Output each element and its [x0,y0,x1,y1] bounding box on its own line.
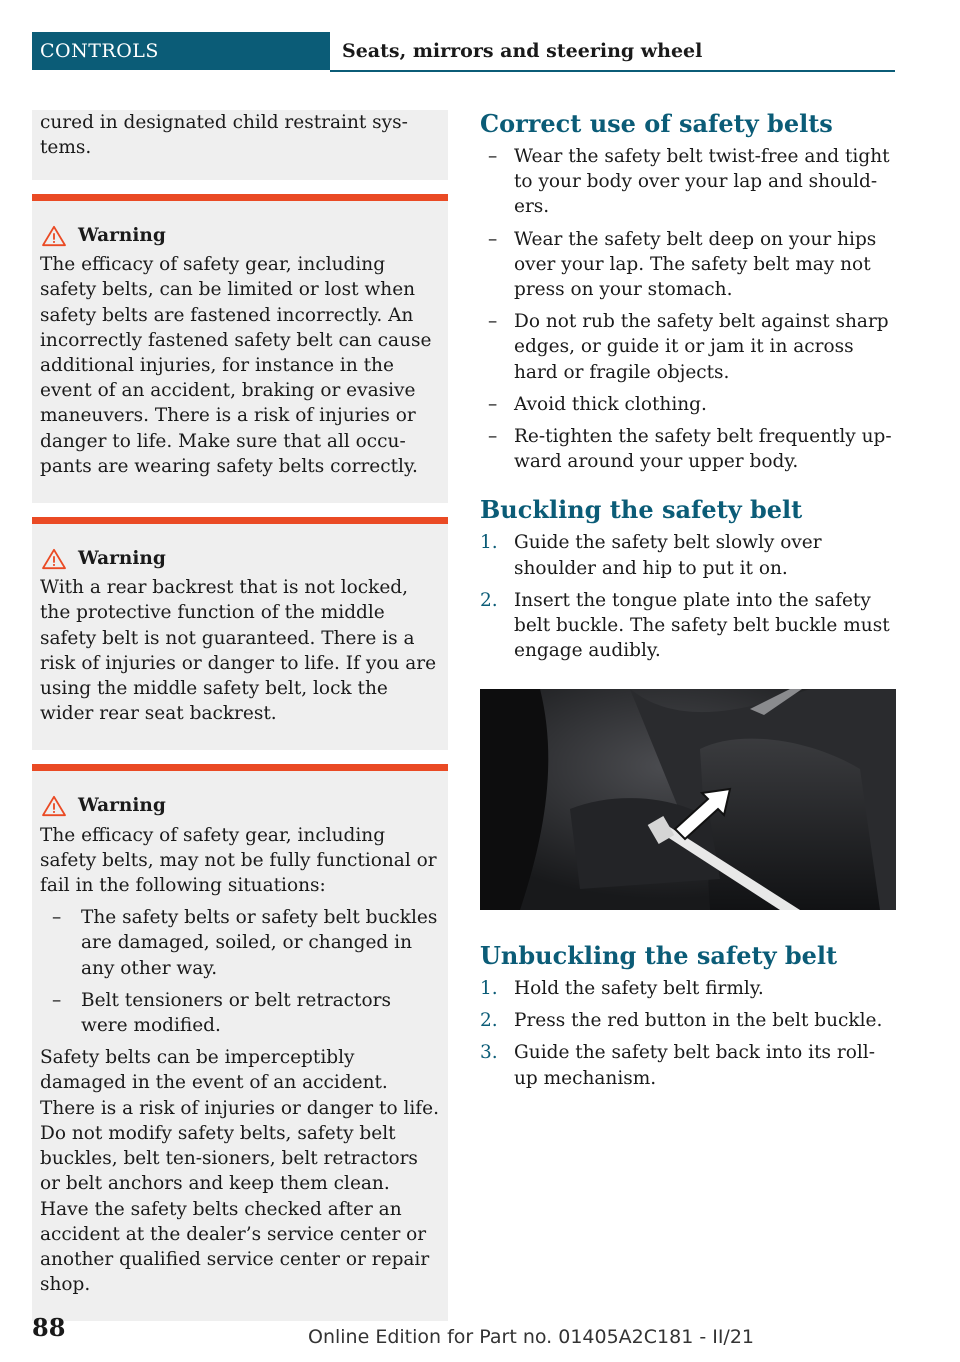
warning-title: Warning [78,548,166,570]
list-item: 2. Insert the tongue plate into the safety belt buckle. The safety belt buckle must engage audibly. [480,589,890,662]
warning-bar [32,517,448,524]
warning-box-2 [32,524,448,750]
section-heading: Unbuckling the safety belt [480,941,838,970]
list-item-text: Guide the safety belt back into its roll‐up mechanism. [514,1042,875,1089]
list-item-text: Guide the safety belt slowly over shoulder and hip to put it on. [514,532,822,579]
header-rule [330,70,895,72]
left-column [32,110,448,1321]
warning-box-1 [32,201,448,503]
list-item: – The safety belts or safety belt buckles are damaged, soiled, or changed in any other way. [52,907,438,979]
warning-triangle-icon [40,548,68,570]
warning-triangle-icon [40,225,68,247]
right-column-lower [480,940,896,1098]
intro-text: cured in designated child restraint sys‐tems. [40,112,408,159]
warning-bar [32,764,448,771]
list-item-text: Press the red button in the belt buckle. [514,1010,883,1032]
list-item: – Belt tensioners or belt retractors were modified. [52,989,391,1037]
warning-body: The efficacy of safety gear, including safety belts, may not be fully functional or fail in the following situations: [40,824,437,897]
list-item: 2. Press the red button in the belt buckle. [480,1010,883,1032]
intro-box [32,110,448,180]
warning-body: The efficacy of safety gear, including safety belts, can be limited or lost when safety belts are fastened incorrectly. An incorrectly fastened safety belt can cause additional injuries, for instance in the event of an accident, braking or evasive maneuvers. There is a risk of injuries or danger to life. Make sure that all occu‐pants are wearing safety belts correctly. [40,254,432,477]
buckling-steps [480,530,896,663]
list-item: 3. Guide the safety belt back into its roll‐up mechanism. [480,1042,875,1089]
warning-bar [32,194,448,201]
chapter-title: Seats, mirrors and steering wheel [342,40,703,62]
list-item: – Re-tighten the safety belt frequently up‐ward around your upper body. [488,426,892,473]
warning-list [40,905,440,1038]
section-heading: Correct use of safety belts [480,109,833,138]
list-item-text: Belt tensioners or belt retractors were modified. [81,989,391,1037]
section-label: CONTROLS [32,32,330,70]
list-item-text: Wear the safety belt deep on your hips over your lap. The safety belt may not press on your stomach. [514,228,877,301]
page-header [32,32,895,72]
list-item-text: The safety belts or safety belt buckles are damaged, soiled, or changed in any other way. [81,907,438,979]
warning-heading [40,223,440,248]
list-item-text: Wear the safety belt twist-free and tight to your body over your lap and should‐ers. [514,146,890,218]
warning-heading [40,793,440,818]
warning-triangle-icon [40,795,68,817]
list-item-text: Avoid thick clothing. [514,393,707,415]
page-number: 88 [32,1313,66,1342]
list-item: 1. Hold the safety belt firmly. [480,978,764,999]
warning-body: With a rear backrest that is not locked, the protective function of the middle safety belt is not guaranteed. There is a risk of injuries or danger to life. If you are using the middle safety belt, lock the wider rear seat backrest. [40,577,437,725]
seatbelt-buckle-photo [480,689,896,910]
warning-box-3 [32,771,448,1321]
list-item: – Do not rub the safety belt against sharp edges, or guide it or jam it in across hard or fragile objects. [488,311,889,383]
list-item-text: Hold the safety belt firmly. [514,978,764,999]
edition-footer: Online Edition for Part no. 01405A2C181 - II/21 [308,1326,755,1348]
list-item-text: Re-tighten the safety belt frequently up‐ward around your upper body. [514,426,892,473]
unbuckling-steps [480,976,896,1091]
list-item-text: Do not rub the safety belt against sharp edges, or guide it or jam it in across hard or fragile objects. [514,311,889,383]
warning-body-after: Safety belts can be imperceptibly damaged in the event of an accident. There is a risk of injuries or danger to life. Do not modify safety belts, safety belt buckles, belt ten‐sioners, belt retractors or belt anchors and keep them clean. Have the safety belts checked after an accident at the dealer’s service center or another qualified service center or repair shop. [40,1047,439,1296]
list-item: – Wear the safety belt twist-free and tight to your body over your lap and should‐ers. [488,146,890,218]
warning-title: Warning [78,225,166,246]
section-heading: Buckling the safety belt [480,495,803,525]
list-item: – Avoid thick clothing. [488,393,707,415]
seat-illustration [480,689,896,910]
list-item: 1. Guide the safety belt slowly over shoulder and hip to put it on. [480,532,822,579]
list-item: – Wear the safety belt deep on your hips over your lap. The safety belt may not press on your stomach. [488,228,877,301]
warning-title: Warning [78,795,166,817]
warning-heading [40,546,440,571]
list-item-text: Insert the tongue plate into the safety belt buckle. The safety belt buckle must engage audibly. [514,589,890,662]
right-column [480,108,896,670]
correct-use-list [480,144,896,474]
